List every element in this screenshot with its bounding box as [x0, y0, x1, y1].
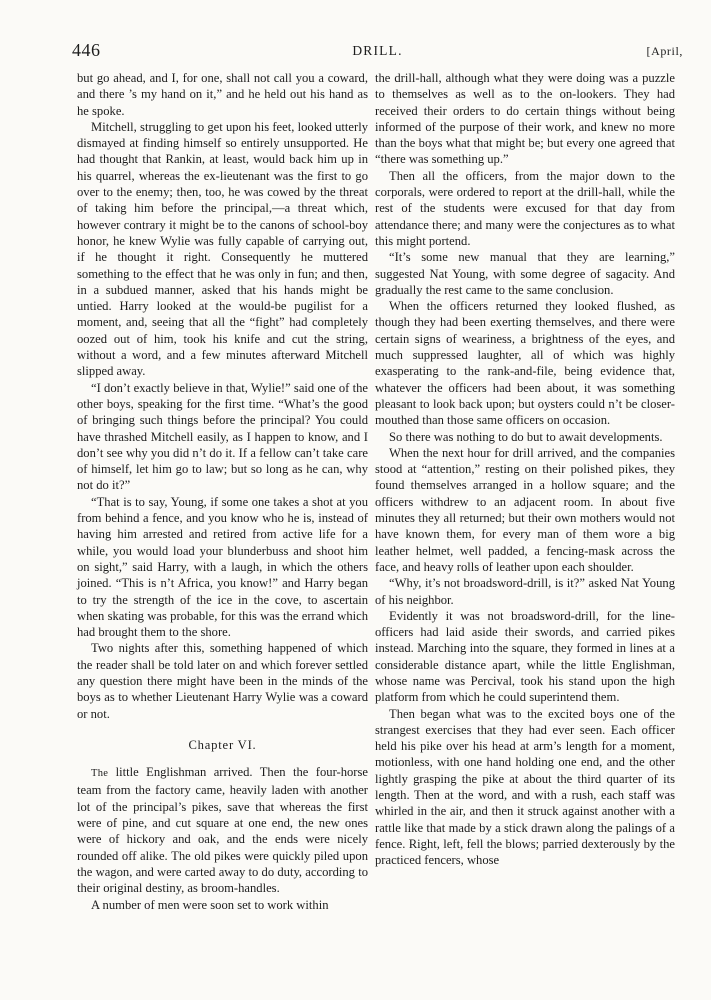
page-number: 446 [72, 40, 101, 60]
chapter-word: Chapter [188, 737, 234, 752]
paragraph: “That is to say, Young, if some one takes a shot at you from behind a fence, and you know who he is, instead of having him arrested and retired from active life for a while, you would load your blunderbuss and shoot him on sight,” said Harry, with a laugh, in which the others joined. “This is n’t Africa, you know!” and Harry began to try the strength of the ice in the cove, to ascertain when skating was probable, for this was the errand which had brought them to the shore. [77, 494, 368, 640]
paragraph: When the next hour for drill arrived, and the companies stood at “attention,” resting on their polished pikes, they found themselves arranged in a hollow square; and the officers withdrew to an adjacent room. In about five minutes they all returned; but their own mothers would not have known them, for every man of them wore a big leather helmet, well padded, a fencing-mask across the face, and heavy rolls of leather upon each shoulder. [375, 445, 675, 574]
issue-month: [April, [646, 44, 683, 58]
paragraph: Evidently it was not broadsword-drill, for the line-officers had laid aside their swords, and carried pikes instead. Marching into the square, they formed in lines at a considerable distance apart, while the little Englishman, whose name was Percival, took his stand upon the high platform from which he could superintend them. [375, 608, 675, 705]
paragraph: Then began what was to the excited boys one of the strangest exercises that they had ever seen. Each officer held his pike over his head at arm’s length for a moment, motionless, with one hand holding one end, and the other lightly grasping the pike at about the third quarter of its length. Then at the word, and with a rush, each staff was whirled in the air, and then it struck against another with a rattle like that made by a stick drawn along the palings of a fence. Right, left, fell the blows; parried dexterously by the practiced fencers, whose [375, 706, 675, 868]
paragraph: the drill-hall, although what they were doing was a puzzle to themselves as well as to the on-lookers. They had received their orders to do certain things without being informed of the purpose of their work, and knew no more than the boys what that might be; but every one agreed that “there was something up.” [375, 71, 675, 167]
paragraph: So there was nothing to do but to await developments. [389, 429, 663, 444]
paragraph: Two nights after this, something happened of which the reader shall be told later on and which forever settled any question there might have been in the minds of the boys as to whether Lieutenant Harry Wylie was a coward or not. [77, 641, 368, 721]
paragraph: “I don’t exactly believe in that, Wylie!” said one of the other boys, speaking for the first time. “What’s the good of bringing such things before the principal? You could have thrashed Mitchell easily, as I happen to know, and I don’t see why you did n’t do it. If a fellow can’t take care of himself, let him go to law; but so long as he can, why not do it?” [77, 380, 368, 493]
chapter-number: VI. [237, 737, 257, 752]
chapter-heading [77, 737, 368, 753]
right-column [375, 70, 675, 869]
paragraph: Mitchell, struggling to get upon his feet, looked utterly dismayed at finding himself so entirely unsupported. He had thought that Rankin, at least, would back him up in his quarrel, whereas the ex-lieutenant was the first to go over to the enemy; then, too, he was cowed by the threat of taking him before the principal,—a threat which, however contrary it might be to the canons of school-boy honor, he knew Wylie was fully capable of carrying out, if he thought it right. Consequently he muttered something to the effect that he was only in fun; and then, in a subdued manner, asked that his hands might be untied. Harry looked at the would-be pugilist for a moment, and, seeing that all the “fight” had completely oozed out of him, took his knife and cut the string, without a word, and a few minutes afterward Mitchell slipped away. [77, 119, 368, 379]
running-title: DRILL. [352, 43, 403, 58]
paragraph-text: little Englishman arrived. Then the four-horse team from the factory came, heavily laden with another lot of the principal’s pikes, save that whereas the first were of pine, and cut square at one end, the new ones were of hickory and oak, and the ends were nicely rounded off alike. The old pikes were quickly piled upon the wagon, and were carted away to do duty, according to their original destiny, as broom-handles. [77, 765, 368, 896]
paragraph: When the officers returned they looked flushed, as though they had been exerting themselves, and there were certain signs of weariness, a brightness of the eyes, and much suppressed laughter, all of which was highly exasperating to the rank-and-file, being evidence that, whatever the officers had been about, it was something pleasant to look back upon; but oysters could n’t be closer-mouthed than those same officers on occasion. [375, 299, 675, 428]
paragraph: “It’s some new manual that they are learning,” suggested Nat Young, with some degree of sagacity. And gradually the rest came to the same conclusion. [375, 250, 675, 297]
paragraph: “Why, it’s not broadsword-drill, is it?” asked Nat Young of his neighbor. [375, 576, 675, 607]
paragraph: A number of men were soon set to work within [91, 897, 329, 912]
paragraph: but go ahead, and I, for one, shall not call you a coward, and there ’s my hand on it,” and he held out his hand as he spoke. [77, 71, 368, 118]
left-column [77, 70, 368, 913]
paragraph: Then all the officers, from the major down to the corporals, were ordered to report at the drill-hall, while the rest of the students were excused for that day from attendance there; and many were the conjectures as to what this might portend. [375, 168, 675, 248]
lead-in-word: The [91, 768, 109, 780]
chapter-opening-paragraph [77, 764, 368, 896]
running-header [72, 42, 683, 66]
